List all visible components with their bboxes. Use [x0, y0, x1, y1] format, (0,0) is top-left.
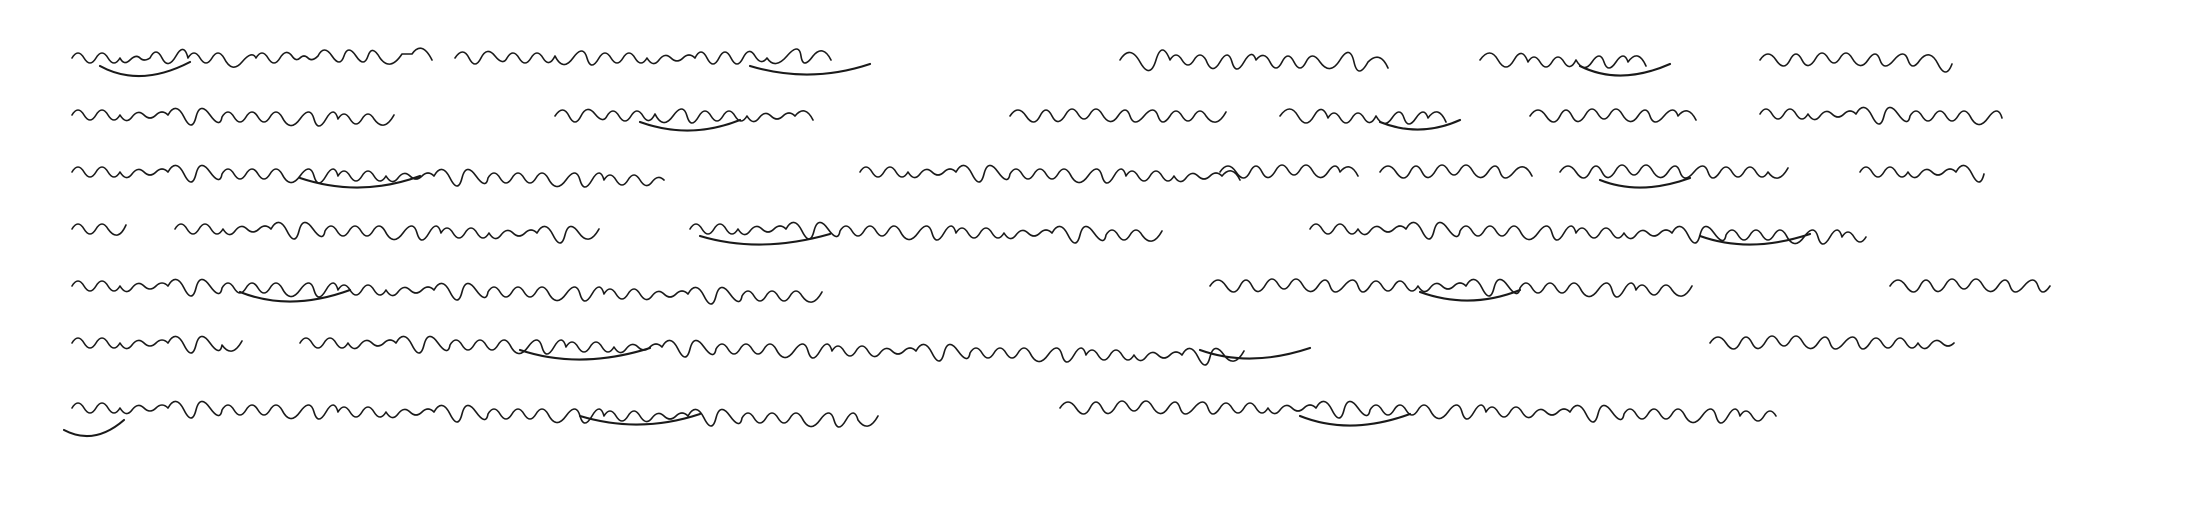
- manuscript-line-3: [72, 165, 1984, 188]
- manuscript-line-1: [72, 48, 1952, 76]
- manuscript-line-2: [72, 107, 2002, 130]
- manuscript-line-5: [72, 279, 2050, 304]
- manuscript-line-6: [72, 336, 1954, 365]
- manuscript-line-4: [72, 222, 1866, 244]
- manuscript-line-7: [64, 401, 1776, 436]
